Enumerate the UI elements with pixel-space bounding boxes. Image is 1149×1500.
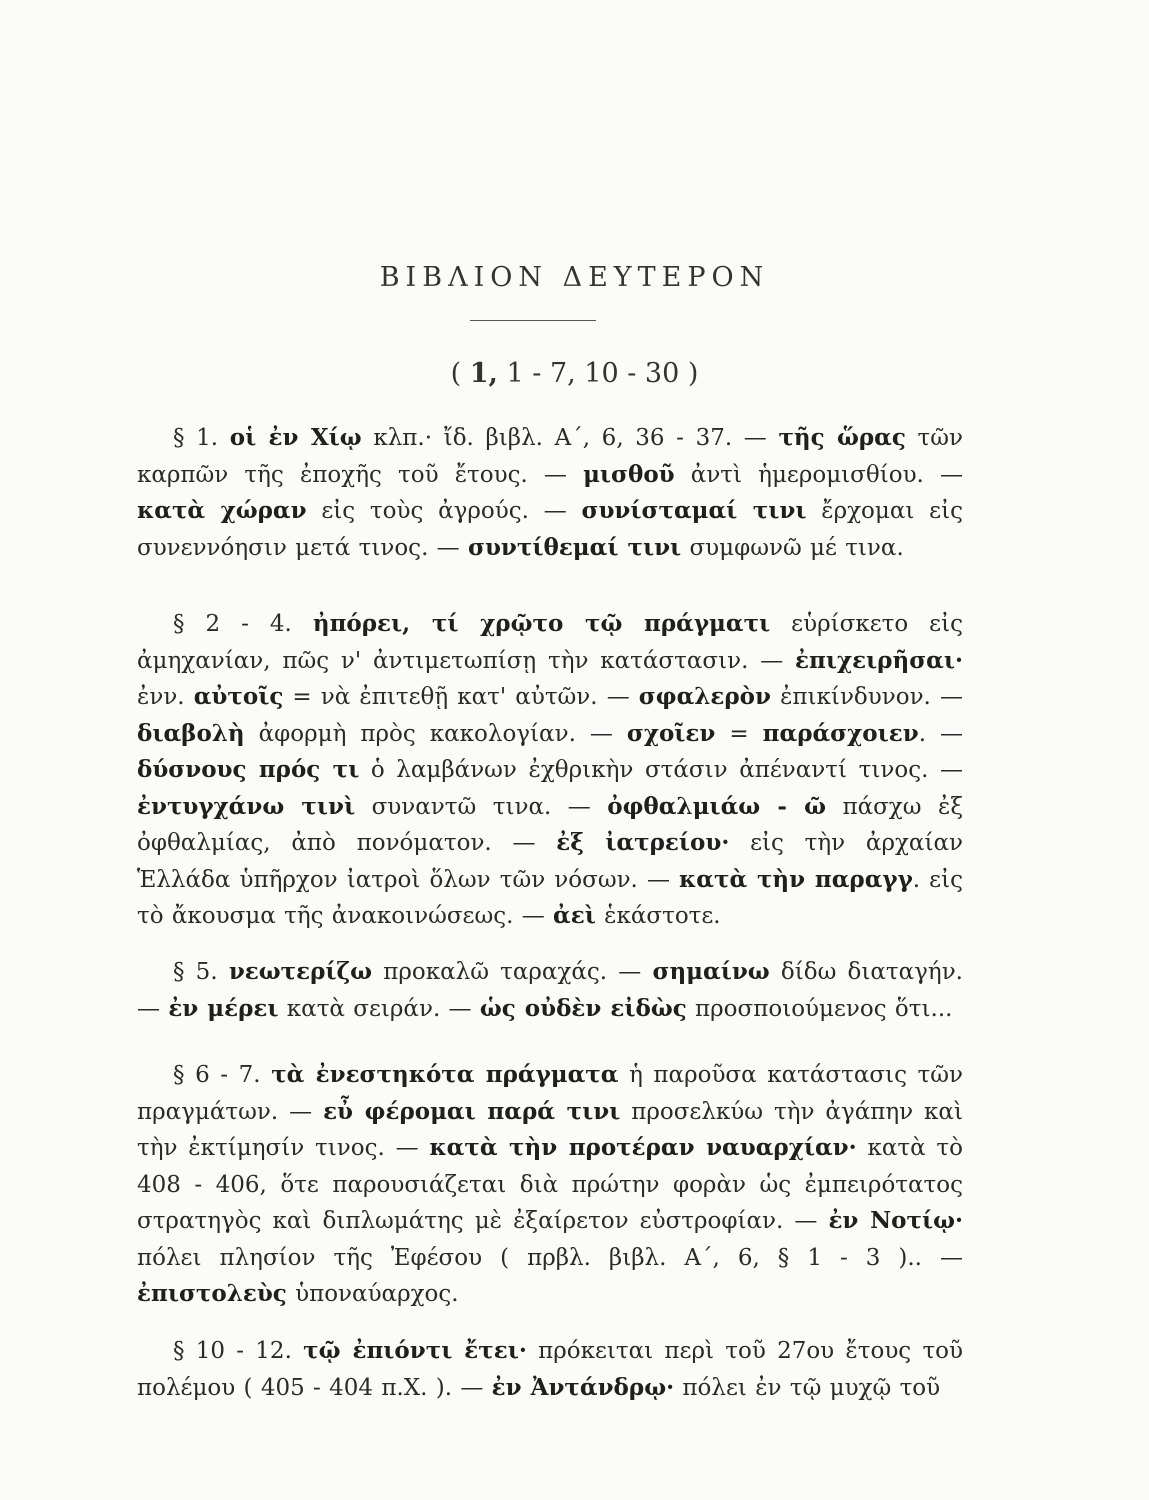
title-rule: [470, 320, 596, 321]
lemma: ἐν Ἀντάνδρῳ·: [491, 1373, 675, 1401]
range-open: (: [450, 358, 470, 389]
gloss: ἐνν.: [137, 684, 194, 710]
gloss: πόλει πλησίον τῆς Ἐφέσου ( πρβλ. βιβλ. Α΄, 6, § 1 - 3 ).. —: [137, 1244, 963, 1271]
gloss: . εἰς τὸ ἄκουσμα τῆς ἀνακοινώσεως. —: [137, 866, 963, 929]
lemma: νεωτερίζω: [228, 958, 373, 985]
section-mark: § 2 - 4.: [173, 611, 292, 637]
lemma: παράσχοιεν: [762, 719, 919, 747]
commentary-section-6-7: [137, 1057, 963, 1313]
gloss: κατὰ τὸ 408 - 406, ὅτε παρουσιάζεται διὰ πρώτην φορὰν ὡς ἐμπειρότατος στρατηγὸς καὶ διπλωμάτης μὲ ἐξαίρετον εὐστροφίαν. —: [137, 1135, 963, 1234]
lemma: τῷ ἐπιόντι ἔτει·: [303, 1337, 527, 1364]
lemma: αὐτοῖς: [193, 683, 284, 710]
gloss: πάσχω ἐξ ὀφθαλμίας, ἀπὸ πονόματον. —: [137, 793, 963, 856]
lemma: ὀφθαλμιάω - ῶ: [607, 792, 826, 820]
gloss: πρόκειται περὶ τοῦ 27ου ἔτους τοῦ πολέμου ( 405 - 404 π.Χ. ). —: [137, 1338, 963, 1401]
gloss: ἀφορμὴ πρὸς κακολογίαν. —: [244, 720, 627, 747]
gloss: = νὰ ἐπιτεθῇ κατ' αὐτῶν. —: [283, 684, 639, 710]
lemma: οἱ ἐν Χίῳ: [229, 424, 362, 451]
lemma: ἐπιχειρῆσαι·: [795, 646, 963, 674]
chapter-range: [0, 358, 1149, 389]
gloss: εἰς τὴν ἀρχαίαν Ἑλλάδα ὑπῆρχον ἰατροὶ ὅλων τῶν νόσων. —: [137, 830, 963, 893]
section-mark: § 6 - 7.: [173, 1062, 261, 1088]
gloss: κλπ.· ἴδ. βιβλ. Α΄, 6, 36 - 37. —: [361, 425, 779, 451]
lemma: ἐν Νοτίῳ·: [828, 1207, 964, 1234]
commentary-section-1: [137, 420, 963, 566]
lemma: τῆς ὥρας: [778, 424, 906, 451]
gloss: ἑκάστοτε.: [595, 903, 721, 929]
gloss: κατὰ σειράν. —: [278, 995, 480, 1022]
gloss: προκαλῶ ταραχάς. —: [372, 959, 653, 985]
gloss: συμφωνῶ μέ τινα.: [681, 534, 904, 561]
lemma: συντίθεμαί τινι: [468, 533, 682, 561]
gloss: συναντῶ τινα. —: [355, 793, 608, 820]
lemma: διαβολὴ: [137, 719, 245, 747]
section-mark: § 1.: [173, 425, 219, 451]
gloss: ἔρχομαι εἰς συνεννόησιν μετά τινος. —: [137, 498, 963, 561]
lemma: ἐντυγχάνω τινὶ: [137, 792, 356, 820]
section-mark: § 5.: [173, 959, 218, 985]
lemma: ὡς οὐδὲν εἰδὼς: [479, 994, 687, 1022]
commentary-section-5: [137, 954, 963, 1027]
lemma: ἀεὶ: [553, 902, 596, 929]
lemma: σημαίνω: [652, 958, 770, 985]
lemma: εὖ φέρομαι παρά τινι: [323, 1097, 621, 1125]
lemma: κατὰ τὴν προτέραν ναυαρχίαν·: [429, 1134, 857, 1161]
gloss: ἐπικίνδυνον. —: [770, 684, 963, 710]
gloss: =: [715, 720, 763, 747]
gloss: προσποιούμενος ὅτι...: [686, 995, 953, 1022]
commentary-section-10-12: [137, 1333, 963, 1406]
gloss: προσελκύω τὴν ἀγάπην καὶ τὴν ἐκτίμησίν τινος. —: [137, 1098, 963, 1161]
lemma: ἐπιστολεὺς: [137, 1280, 287, 1307]
lemma: σφαλερὸν: [638, 683, 771, 710]
lemma: δύσνους πρός τι: [137, 756, 360, 783]
lemma: κατὰ τὴν παραγγ: [679, 865, 913, 893]
gloss: δίδω διαταγήν. —: [137, 959, 963, 1022]
gloss: ὑποναύαρχος.: [286, 1281, 459, 1307]
lemma: ἐν μέρει: [168, 994, 279, 1022]
range-sections: 1 - 7, 10 - 30 ): [497, 358, 699, 389]
gloss: τῶν καρπῶν τῆς ἐποχῆς τοῦ ἔτους. —: [137, 425, 963, 488]
gloss: εὑρίσκετο εἰς ἀμηχανίαν, πῶς ν' ἀντιμετωπίσῃ τὴν κατάστασιν. —: [137, 611, 963, 674]
gloss: ἀντὶ ἡμερομισθίου. —: [674, 461, 964, 488]
lemma: τὰ ἐνεστηκότα πράγματα: [271, 1061, 619, 1088]
range-chapter: 1,: [469, 358, 498, 389]
gloss: εἰς τοὺς ἀγρούς. —: [306, 498, 582, 524]
lemma: ἐξ ἰατρείου·: [556, 829, 730, 856]
lemma: συνίσταμαί τινι: [581, 497, 807, 524]
lemma: σχοῖεν: [626, 719, 716, 747]
section-mark: § 10 - 12.: [173, 1338, 292, 1364]
lemma: ἠπόρει, τί χρῷτο τῷ πράγματι: [312, 610, 771, 637]
gloss: ἡ παροῦσα κατάστασις τῶν πραγμάτων. —: [137, 1062, 963, 1125]
commentary-section-2-4: [137, 606, 963, 935]
lemma: μισθοῦ: [583, 460, 675, 488]
lemma: κατὰ χώραν: [137, 497, 307, 524]
gloss: . —: [918, 720, 963, 747]
gloss: πόλει ἐν τῷ μυχῷ τοῦ: [674, 1374, 941, 1401]
book-title: ΒΙΒΛΙΟΝ ΔΕΥΤΕΡΟΝ: [379, 262, 770, 293]
gloss: ὁ λαμβάνων ἐχθρικὴν στάσιν ἀπέναντί τινος. —: [359, 757, 964, 783]
